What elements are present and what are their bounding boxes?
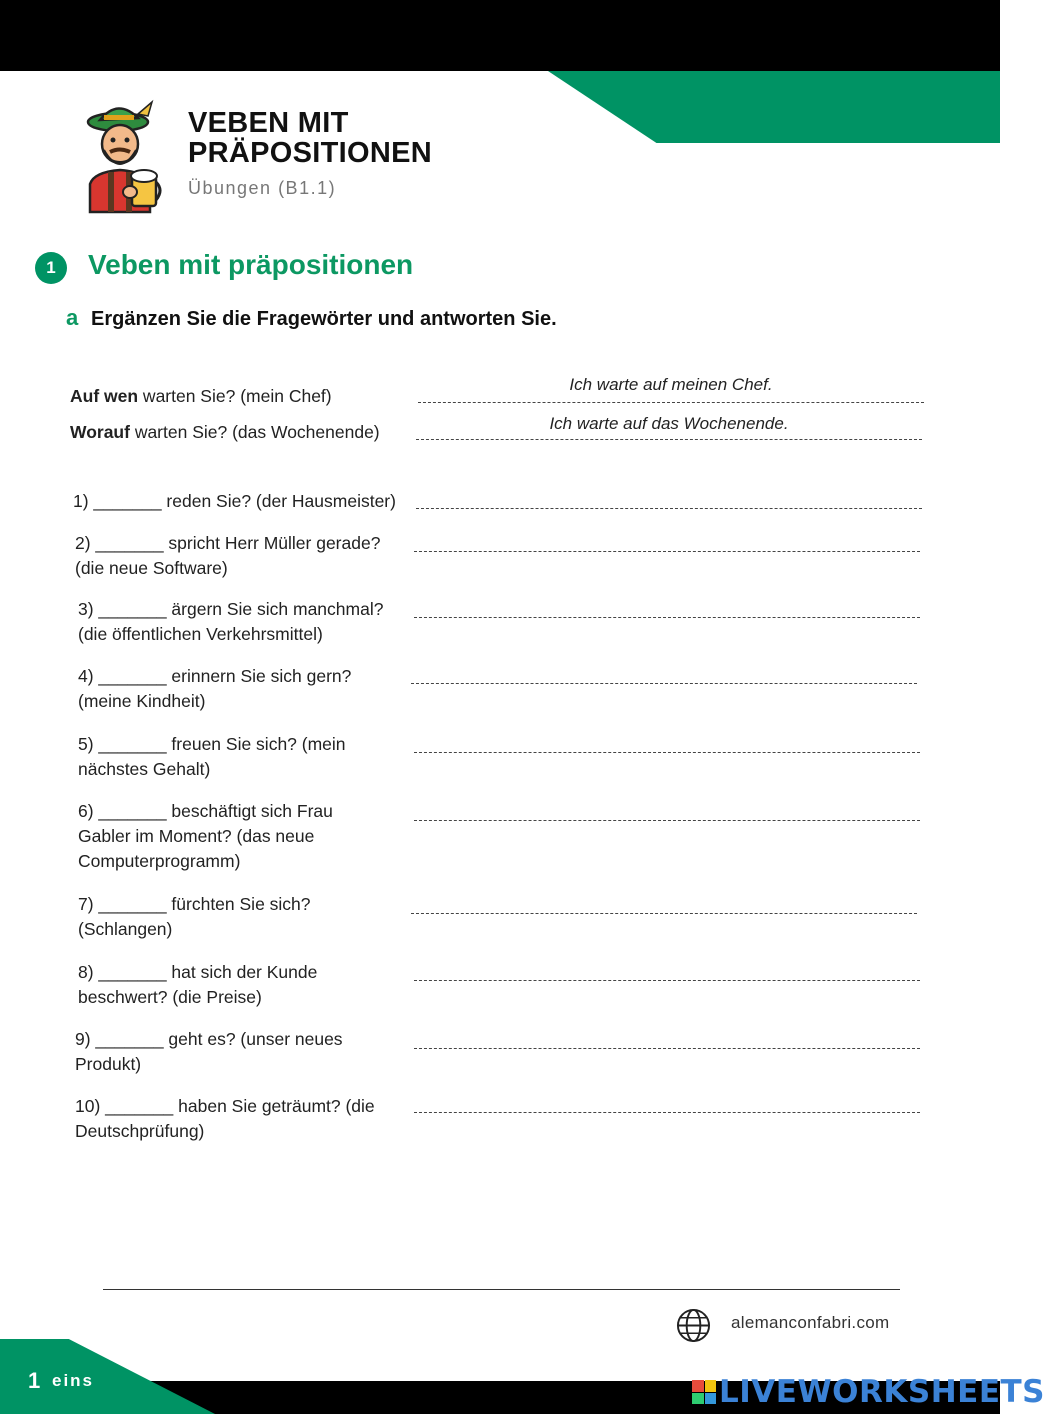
exercise-instruction: Ergänzen Sie die Fragewörter und antworten Sie. (91, 308, 557, 330)
answer-line-1[interactable] (416, 508, 922, 509)
question-7 (78, 892, 311, 942)
worksheet-subtitle: Übungen (B1.1) (188, 178, 337, 198)
title-line-1: VEBEN MIT (188, 107, 349, 139)
answer-line-3[interactable] (414, 617, 920, 618)
page-number: 1 (28, 1368, 41, 1393)
question-text: (Schlangen) (78, 919, 173, 939)
question-text: 9) _______ geht es? (unser neues (75, 1029, 343, 1049)
page-number-word: eins (52, 1371, 95, 1390)
answer-line-6[interactable] (414, 820, 920, 821)
example-question-text: warten Sie? (das Wochenende) (129, 422, 380, 442)
question-4 (78, 664, 351, 714)
question-text: Computerprogramm) (78, 851, 241, 871)
question-text: 10) _______ haben Sie geträumt? (die (75, 1096, 375, 1116)
question-text: 3) _______ ärgern Sie sich manchmal? (78, 599, 384, 619)
example-question-word: Auf wen (70, 386, 139, 406)
answer-line-8[interactable] (414, 980, 920, 981)
example-question-text: warten Sie? (mein Chef) (138, 386, 332, 406)
question-6 (78, 799, 333, 874)
top-green-band (548, 71, 1000, 143)
question-2 (75, 531, 380, 581)
example-question-1 (70, 384, 332, 409)
question-text: nächstes Gehalt) (78, 759, 211, 779)
question-1 (73, 489, 396, 514)
question-8 (78, 960, 317, 1010)
question-5 (78, 732, 346, 782)
answer-line-5[interactable] (414, 752, 920, 753)
question-10 (75, 1094, 375, 1144)
liveworksheets-logo (692, 1375, 1045, 1409)
example-answer-1: Ich warte auf meinen Chef. (569, 375, 773, 394)
question-text: (meine Kindheit) (78, 691, 206, 711)
question-text: 8) _______ hat sich der Kunde (78, 962, 318, 982)
question-text: 5) _______ freuen Sie sich? (mein (78, 734, 346, 754)
worksheet-title (188, 108, 432, 168)
example-answer-line-2 (416, 439, 922, 440)
answer-line-4[interactable] (411, 683, 917, 684)
answer-line-10[interactable] (414, 1112, 920, 1113)
section-number-badge: 1 (35, 252, 67, 284)
liveworksheets-brand: LIVEWORKSHEETS (719, 1374, 1045, 1410)
question-text: 6) _______ beschäftigt sich Frau (78, 801, 333, 821)
answer-line-9[interactable] (414, 1048, 920, 1049)
section-title: Veben mit präpositionen (88, 249, 414, 280)
question-text: beschwert? (die Preise) (78, 987, 262, 1007)
liveworksheets-squares-icon (692, 1380, 716, 1404)
answer-line-7[interactable] (411, 913, 917, 914)
example-question-word: Worauf (70, 422, 130, 442)
question-text: Deutschprüfung) (75, 1121, 205, 1141)
question-text: Produkt) (75, 1054, 142, 1074)
title-line-2: PRÄPOSITIONEN (188, 137, 432, 169)
question-text: (die neue Software) (75, 558, 228, 578)
example-question-2 (70, 420, 380, 445)
example-answer-2: Ich warte auf das Wochenende. (549, 414, 789, 433)
question-text: Gabler im Moment? (das neue (78, 826, 315, 846)
question-text: 4) _______ erinnern Sie sich gern? (78, 666, 352, 686)
question-3 (78, 597, 383, 647)
top-black-bar (0, 0, 1000, 71)
question-text: 7) _______ fürchten Sie sich? (78, 894, 311, 914)
example-answer-line-1 (418, 402, 924, 403)
question-text: 1) _______ reden Sie? (der Hausmeister) (73, 491, 396, 511)
exercise-letter: a (66, 305, 79, 330)
website-link[interactable]: alemanconfabri.com (731, 1313, 890, 1332)
answer-line-2[interactable] (414, 551, 920, 552)
question-text: (die öffentlichen Verkehrsmittel) (78, 624, 323, 644)
footer-divider (103, 1289, 900, 1290)
globe-icon (676, 1308, 711, 1343)
question-text: 2) _______ spricht Herr Müller gerade? (75, 533, 381, 553)
bavarian-mascot-icon (82, 100, 164, 212)
question-9 (75, 1027, 343, 1077)
